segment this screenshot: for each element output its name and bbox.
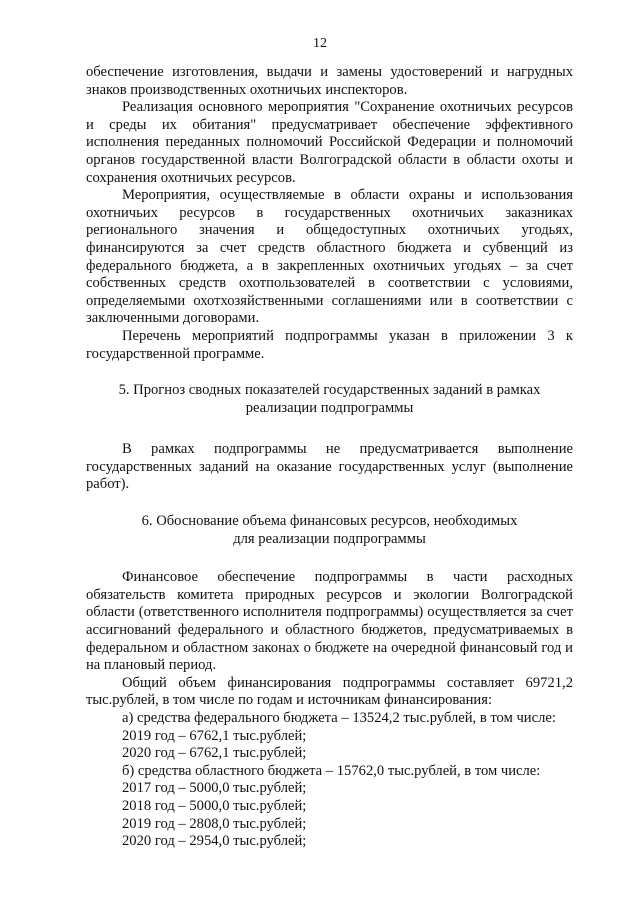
page-number: 12 — [313, 36, 327, 51]
section-heading-6 — [86, 513, 573, 548]
funding-regional-item: 2020 год – 2954,0 тыс.рублей; — [122, 833, 307, 850]
section-heading-5-line1: 5. Прогноз сводных показателей государственных заданий в рамках — [118, 382, 541, 399]
paragraph-financial-support: Финансовое обеспечение подпрограммы в части расходных обязательств комитета природных ресурсов и экологии Волгоградской области (ответственного исполнителя подпрограммы) осуществляется за счет ассигнований федерального и областного бюджетов, предусматриваемых в федеральном и областном законах о бюджете на очередной финансовый год и на плановый период. — [86, 569, 573, 674]
funding-regional-item: 2019 год – 2808,0 тыс.рублей; — [122, 815, 307, 832]
paragraph-activities-list: Перечень мероприятий подпрограммы указан в приложении 3 к государственной программе. — [86, 327, 573, 362]
funding-regional-item: 2017 год – 5000,0 тыс.рублей; — [122, 780, 307, 797]
section-heading-6-line2: для реализации подпрограммы — [233, 530, 426, 547]
funding-federal-header: а) средства федерального бюджета – 13524,2 тыс.рублей, в том числе: — [122, 710, 556, 726]
funding-regional-header: б) средства областного бюджета – 15762,0 тыс.рублей, в том числе: — [122, 762, 541, 779]
page-content — [86, 64, 573, 851]
section-heading-5-line2: реализации подпрограммы — [245, 399, 414, 416]
paragraph-main-activity: Реализация основного мероприятия "Сохранение охотничьих ресурсов и среды их обитания" предусматривает обеспечение эффективного исполнения переданных полномочий Российской Федерации и полномочий органов государственной власти Волгоградской области в области охоты и сохранения охотничьих ресурсов. — [86, 99, 573, 186]
section-heading-6-line1: 6. Обоснование объема финансовых ресурсов, необходимых — [141, 513, 518, 530]
funding-regional-item: 2018 год – 5000,0 тыс.рублей; — [122, 797, 307, 814]
paragraph-state-tasks: В рамках подпрограммы не предусматривается выполнение государственных заданий на оказание государственных услуг (выполнение работ). — [86, 441, 573, 493]
section-heading-5 — [86, 382, 573, 417]
paragraph-activities-financing: Мероприятия, осуществляемые в области охраны и использования охотничьих ресурсов в государственных охотничьих заказниках регионального значения и общедоступных охотничьих угодьях, финансируются за счет средств областного бюджета и субвенций из федерального бюджета, а в закрепленных охотничьих угодьях – за счет собственных средств охотпользователей в соответствии с условиями, определяемыми охотхозяйственными соглашениями или в соответствии с заключенными договорами. — [86, 187, 573, 327]
funding-federal-item: 2019 год – 6762,1 тыс.рублей; — [122, 727, 307, 744]
paragraph-inspectors: обеспечение изготовления, выдачи и замены удостоверений и нагрудных знаков производственных охотничьих инспекторов. — [86, 64, 573, 98]
funding-federal-item: 2020 год – 6762,1 тыс.рублей; — [122, 745, 307, 762]
paragraph-total-funding: Общий объем финансирования подпрограммы составляет 69721,2 тыс.рублей, в том числе по годам и источникам финансирования: — [86, 674, 573, 709]
